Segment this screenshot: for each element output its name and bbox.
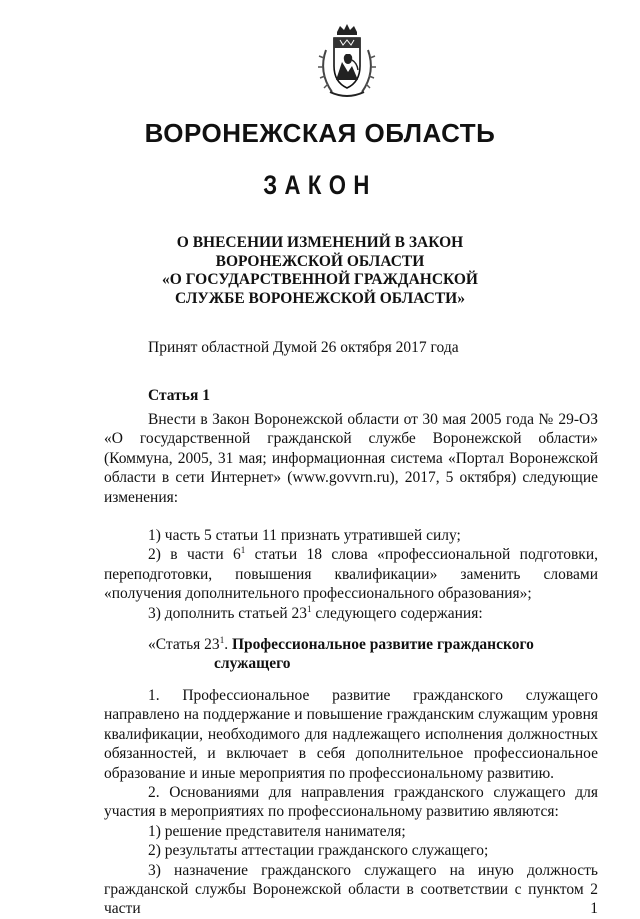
item-text: статьи 18 слова «профессиональной подготовки, переподготовки, повышения квалификации» заменить словами «получения дополнительного профессионального образования»; bbox=[104, 546, 598, 603]
spacer bbox=[104, 507, 598, 526]
item-text: 3) дополнить статьей 23 bbox=[148, 604, 308, 622]
superscript: 1 bbox=[240, 545, 246, 556]
new-article-subitem-2: 2) результаты аттестации гражданского служащего; bbox=[148, 842, 489, 860]
law-title-line: ВОРОНЕЖСКОЙ ОБЛАСТИ bbox=[215, 252, 425, 270]
region-title: ВОРОНЕЖСКАЯ ОБЛАСТЬ bbox=[144, 118, 496, 148]
new-article-heading-line bbox=[148, 635, 598, 654]
new-article-para-1: 1. Профессиональное развитие гражданского служащего направлено на поддержание и повышение гражданским служащим уровня квалификации, необходимого для надлежащего исполнения должностных обязанностей, и включает в себя дополнительное профессиональное образование и иные мероприятия по профессиональному развитию. bbox=[104, 686, 598, 782]
law-title-line: О ВНЕСЕНИИ ИЗМЕНЕНИЙ В ЗАКОН bbox=[176, 234, 464, 251]
law-title bbox=[0, 234, 640, 308]
superscript: 1 bbox=[219, 635, 225, 646]
new-article-para-2: 2. Основаниями для направления гражданского служащего для участия в мероприятиях по профессиональному развитию являются: bbox=[104, 783, 598, 821]
amendment-item-3 bbox=[104, 604, 598, 623]
new-article-subitem-3: 3) назначение гражданского служащего на иную должность гражданской службы Воронежской области в соответствии с пунктом 2 части 1 bbox=[104, 861, 598, 918]
article-title: Статья 1 bbox=[148, 387, 210, 404]
new-article-dot: . bbox=[224, 636, 229, 654]
adoption-date: Принят областной Думой 26 октября 2017 года bbox=[148, 339, 459, 356]
new-article-subitem-1: 1) решение представителя нанимателя; bbox=[148, 822, 406, 840]
coat-of-arms-emblem bbox=[312, 22, 382, 102]
new-article-prefix: «Статья 23 bbox=[148, 636, 220, 654]
article-body bbox=[104, 410, 598, 919]
superscript: 1 bbox=[307, 603, 312, 614]
new-article-title-cont: служащего bbox=[214, 655, 291, 673]
amendment-item-2 bbox=[104, 545, 598, 603]
law-title-line: «О ГОСУДАРСТВЕННОЙ ГРАЖДАНСКОЙ bbox=[162, 271, 478, 288]
amendment-item-1: 1) часть 5 статьи 11 признать утратившей силу; bbox=[148, 527, 461, 545]
item-text: следующего содержания: bbox=[311, 604, 483, 622]
item-text: 2) в части 6 bbox=[148, 546, 241, 564]
new-article-heading bbox=[104, 635, 598, 674]
new-article-title: Профессиональное развитие гражданского bbox=[228, 636, 534, 654]
document-type: ЗАКОН bbox=[263, 170, 377, 200]
law-title-line: СЛУЖБЕ ВОРОНЕЖСКОЙ ОБЛАСТИ» bbox=[175, 289, 465, 307]
article-intro: Внести в Закон Воронежской области от 30 мая 2005 года № 29-ОЗ «О государственной гражданской службе Воронежской области» (Коммуна, 2005, 31 мая; информационная система «Портал Воронежской области в сети Интернет» (www.govvrn.ru), 2017, 5 октября) следующие изменения: bbox=[104, 411, 598, 506]
